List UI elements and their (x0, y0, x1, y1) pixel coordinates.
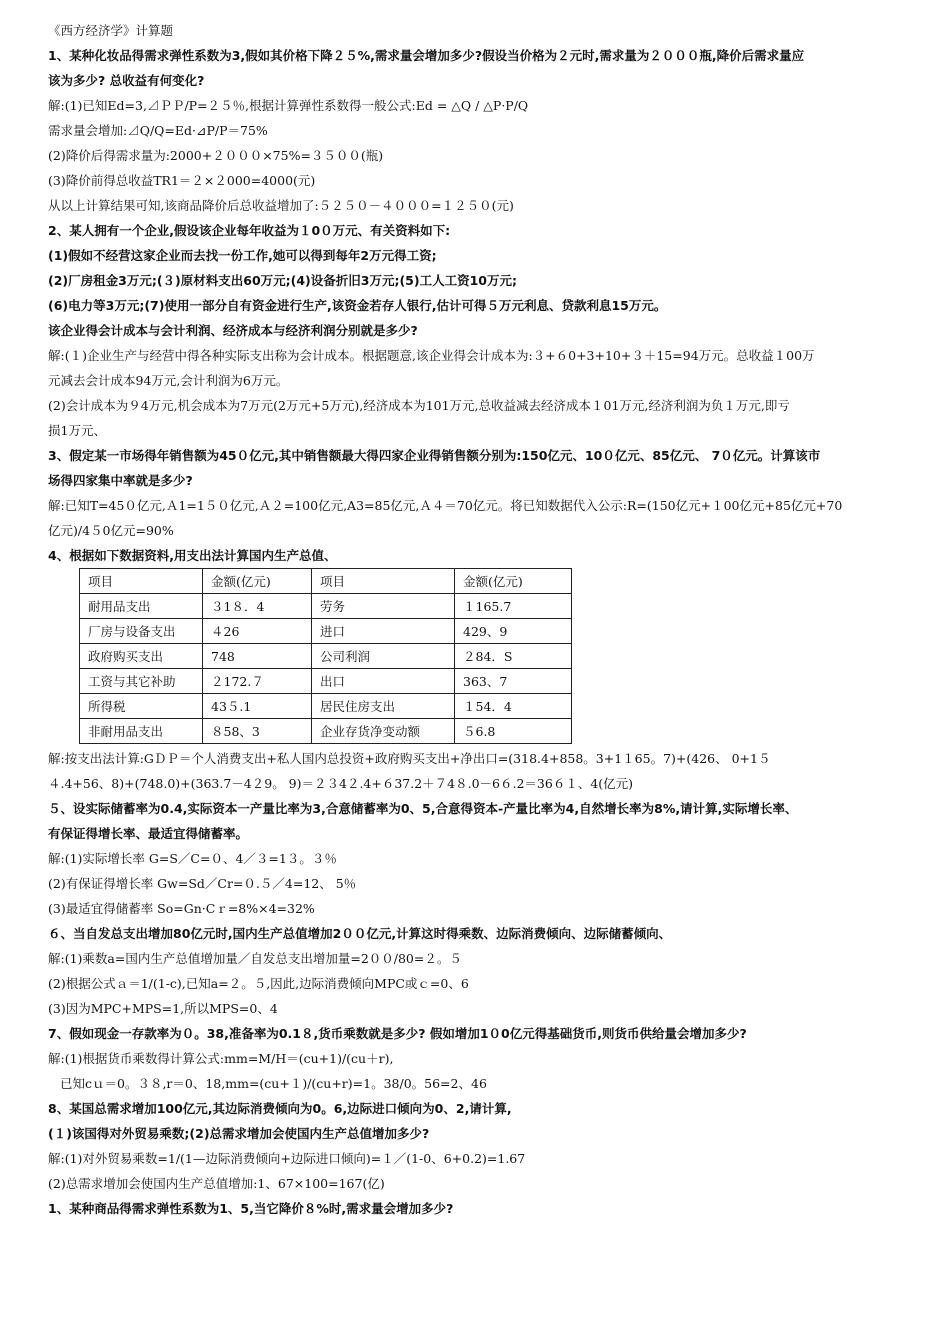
table-cell: 耐用品支出 (80, 594, 203, 619)
table-header-cell: 金额(亿元) (203, 569, 312, 594)
answer-line: (2)总需求增加会使国内生产总值增加:1、67×100=167(亿) (48, 1176, 385, 1191)
table-cell: 所得税 (80, 694, 203, 719)
answer-line: 亿元)/4５0亿元=90% (48, 523, 174, 538)
answer-line: 解:(1)已知Ed=3,⊿ＰＰ/P=２５％,根据计算弹性系数得一般公式:Ed = △Q / △P·P/Q (48, 98, 529, 113)
answer-line: 解:(1)根据货币乘数得计算公式:mm=M/H＝(cu+1)/(cu＋r), (48, 1051, 394, 1066)
table-header-cell: 项目 (80, 569, 203, 594)
table-cell: 非耐用品支出 (80, 719, 203, 744)
question-line: 8、某国总需求增加100亿元,其边际消费倾向为0。6,边际进口倾向为0、2,请计算, (48, 1101, 512, 1116)
table-cell: 劳务 (312, 594, 455, 619)
answer-line: 解:已知T=45０亿元,Ａ1=1５０亿元,Ａ２=100亿元,A3=85亿元,Ａ４＝70亿元。将已知数据代入公示:R=(150亿元+１00亿元+85亿元+70 (48, 498, 843, 513)
table-cell: 政府购买支出 (80, 644, 203, 669)
table-cell: 厂房与设备支出 (80, 619, 203, 644)
table-header-row (80, 569, 572, 594)
question-line: 2、某人拥有一个企业,假设该企业每年收益为１0０万元、有关资料如下: (48, 223, 451, 238)
table-cell: 出口 (312, 669, 455, 694)
question-line: 7、假如现金一存款率为０。38,准备率为0.1８,货币乘数就是多少? 假如增加1０0亿元得基础货币,则货币供给量会增加多少? (48, 1026, 747, 1041)
table-row (80, 619, 572, 644)
question-line: (6)电力等3万元;(7)使用一部分自有资金进行生产,该资金若存人银行,估计可得５万元利息、贷款利息15万元。 (48, 298, 667, 313)
table-row (80, 694, 572, 719)
answer-line: 元减去会计成本94万元,会计利润为6万元。 (48, 373, 289, 388)
table-row (80, 669, 572, 694)
question-line: 1、某种商品得需求弹性系数为1、5,当它降价８%时,需求量会增加多少? (48, 1201, 454, 1216)
table-header-cell: 金额(亿元) (455, 569, 572, 594)
answer-line: 解:(1)实际增长率 G=S／C=０、4／３=1３。３％ (48, 851, 337, 866)
text-block-b (48, 746, 908, 1221)
question-line: 4、根据如下数据资料,用支出法计算国内生产总值、 (48, 548, 337, 563)
question-line: (2)厂房租金3万元;(３)原材料支出60万元;(4)设备折旧3万元;(5)工人工资10万元; (48, 273, 517, 288)
answer-line: 已知cｕ＝0。３８,r＝0、18,mm=(cu+１)/(cu+r)=1。38/0。56=2、46 (60, 1076, 487, 1091)
answer-line: 解:(1)乘数a=国内生产总值增加量／自发总支出增加量=2００/80=２。５ (48, 951, 462, 966)
answer-line: (3)降价前得总收益TR1＝２×２000=4000(元) (48, 173, 316, 188)
table-cell: ４26 (203, 619, 312, 644)
table-cell: 进口 (312, 619, 455, 644)
answer-line: (2)根据公式ａ＝1/(1-c),已知a=２。５,因此,边际消费倾向MPC或ｃ=0、6 (48, 976, 469, 991)
answer-line: 需求量会增加:⊿Q/Q=Ed·⊿P/P＝75% (48, 123, 268, 138)
answer-line: (3)因为MPC+MPS=1,所以MPS=0、4 (48, 1001, 278, 1016)
table-cell: 公司利润 (312, 644, 455, 669)
question-line: (１)该国得对外贸易乘数;(2)总需求增加会使国内生产总值增加多少? (48, 1126, 430, 1141)
answer-line: 解:(1)对外贸易乘数=1/(1—边际消费倾向+边际进口倾向)=１／(1-0、6+0.2)=1.67 (48, 1151, 526, 1166)
question-line: 该为多少? 总收益有何变化? (48, 73, 205, 88)
answer-line: 解:按支出法计算:GＤＰ＝个人消费支出+私人国内总投资+政府购买支出+净出口=(318.4+858。3+1１65。7)+(426、 0+1５ (48, 751, 771, 766)
answer-line: (3)最适宜得储蓄率 So=Gn·Cｒ=8%×4=32% (48, 901, 315, 916)
answer-line: (2)有保证得增长率 Gw=Sd／Cr=０.５／4=12、 5％ (48, 876, 357, 891)
table-cell: 居民住房支出 (312, 694, 455, 719)
table-cell: ５6.8 (455, 719, 572, 744)
table-header-cell: 项目 (312, 569, 455, 594)
question-line: ５、设实际储蓄率为0.4,实际资本一产量比率为3,合意储蓄率为0、5,合意得资本-产量比率为4,自然增长率为8%,请计算,实际增长率、 (48, 801, 798, 816)
answer-line: (2)会计成本为９4万元,机会成本为7万元(2万元+5万元),经济成本为101万元,总收益减去经济成本１01万元,经济利润为负１万元,即亏 (48, 398, 790, 413)
text-block-a (48, 43, 908, 568)
table-cell: 429、9 (455, 619, 572, 644)
gdp-data-table (79, 568, 572, 744)
table-cell: ２84．S (455, 644, 572, 669)
answer-line: 损1万元、 (48, 423, 106, 438)
answer-line: 从以上计算结果可知,该商品降价后总收益增加了:５２５０－４０００=１２５０(元) (48, 198, 514, 213)
document-page (48, 18, 908, 1221)
table-row (80, 719, 572, 744)
table-cell: 企业存货净变动额 (312, 719, 455, 744)
answer-line: 解:(１)企业生产与经营中得各种实际支出称为会计成本。根据题意,该企业得会计成本为:３+６0+3+10+３＋15=94万元。总收益１00万 (48, 348, 815, 363)
table-row (80, 594, 572, 619)
answer-line: ４.4+56、8)+(748.0)+(363.7－4２9。 9)＝２３4２.4+６37.2＋７4８.0－6６.2＝36６１、4(亿元) (48, 776, 634, 791)
question-line: 该企业得会计成本与会计利润、经济成本与经济利润分别就是多少? (48, 323, 418, 338)
document-title: 《西方经济学》计算题 (48, 23, 174, 38)
table-cell: ３1８．4 (203, 594, 312, 619)
table-cell: ８58、3 (203, 719, 312, 744)
question-line: 场得四家集中率就是多少? (48, 473, 193, 488)
table-cell: 363、7 (455, 669, 572, 694)
question-line: 1、某种化妆品得需求弹性系数为3,假如其价格下降２５%,需求量会增加多少?假设当价格为２元时,需求量为２０００瓶,降价后需求量应 (48, 48, 805, 63)
table-cell: １54．4 (455, 694, 572, 719)
answer-line: (2)降价后得需求量为:2000+２０００×75%=３５００(瓶) (48, 148, 384, 163)
question-line: 有保证得增长率、最适宜得储蓄率。 (48, 826, 249, 841)
question-line: 3、假定某一市场得年销售额为45０亿元,其中销售额最大得四家企业得销售额分别为:150亿元、10０亿元、85亿元、 7０亿元。计算该市 (48, 448, 821, 463)
table-cell: 工资与其它补助 (80, 669, 203, 694)
question-line: (1)假如不经营这家企业而去找一份工作,她可以得到每年2万元得工资; (48, 248, 437, 263)
table-cell: 748 (203, 644, 312, 669)
question-line: ６、当自发总支出增加80亿元时,国内生产总值增加2００亿元,计算这时得乘数、边际消费倾向、边际储蓄倾向、 (48, 926, 672, 941)
table-row (80, 644, 572, 669)
table-cell: 43５.1 (203, 694, 312, 719)
table-cell: １165.7 (455, 594, 572, 619)
table-cell: ２172.７ (203, 669, 312, 694)
